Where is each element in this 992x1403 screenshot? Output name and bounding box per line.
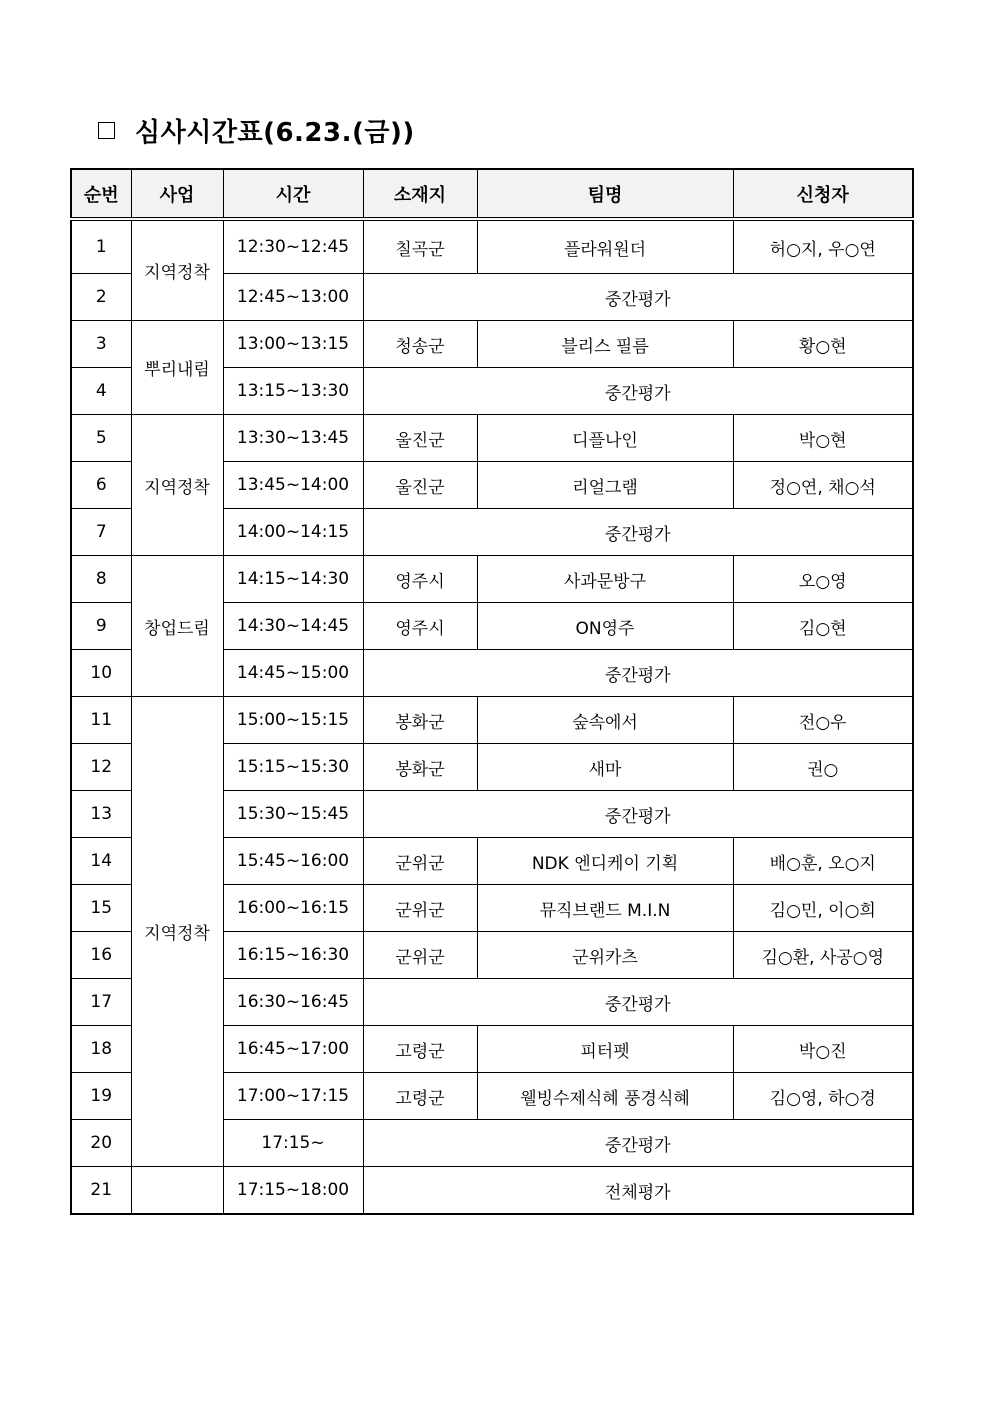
row-no: 11 bbox=[71, 697, 131, 744]
program-cell: 지역정착 bbox=[131, 697, 223, 1167]
location-cell: 봉화군 bbox=[363, 744, 477, 791]
row-no: 16 bbox=[71, 932, 131, 979]
applicant-cell: 전○우 bbox=[733, 697, 913, 744]
location-cell: 군위군 bbox=[363, 885, 477, 932]
time-cell: 15:45~16:00 bbox=[223, 838, 363, 885]
team-cell: 블리스 필름 bbox=[477, 321, 733, 368]
location-cell: 봉화군 bbox=[363, 697, 477, 744]
time-cell: 17:00~17:15 bbox=[223, 1073, 363, 1120]
team-cell: 뮤직브랜드 M.I.N bbox=[477, 885, 733, 932]
time-cell: 14:00~14:15 bbox=[223, 509, 363, 556]
evaluation-cell: 중간평가 bbox=[363, 274, 913, 321]
location-cell: 군위군 bbox=[363, 838, 477, 885]
time-cell: 14:45~15:00 bbox=[223, 650, 363, 697]
applicant-cell: 김○영, 하○경 bbox=[733, 1073, 913, 1120]
table-row bbox=[71, 1167, 913, 1215]
evaluation-cell: 전체평가 bbox=[363, 1167, 913, 1215]
header-time: 시간 bbox=[223, 169, 363, 219]
location-cell: 영주시 bbox=[363, 603, 477, 650]
time-cell: 15:00~15:15 bbox=[223, 697, 363, 744]
team-cell: 사과문방구 bbox=[477, 556, 733, 603]
program-cell bbox=[131, 1167, 223, 1215]
row-no: 5 bbox=[71, 415, 131, 462]
table-row bbox=[71, 321, 913, 368]
applicant-cell: 배○훈, 오○지 bbox=[733, 838, 913, 885]
schedule-table bbox=[70, 168, 914, 1215]
location-cell: 청송군 bbox=[363, 321, 477, 368]
team-cell: 피터펫 bbox=[477, 1026, 733, 1073]
row-no: 14 bbox=[71, 838, 131, 885]
checkbox-square-icon bbox=[98, 122, 115, 139]
team-cell: 새마 bbox=[477, 744, 733, 791]
time-cell: 13:30~13:45 bbox=[223, 415, 363, 462]
row-no: 15 bbox=[71, 885, 131, 932]
row-no: 19 bbox=[71, 1073, 131, 1120]
evaluation-cell: 중간평가 bbox=[363, 979, 913, 1026]
team-cell: ON영주 bbox=[477, 603, 733, 650]
program-cell: 지역정착 bbox=[131, 219, 223, 321]
row-no: 7 bbox=[71, 509, 131, 556]
time-cell: 13:15~13:30 bbox=[223, 368, 363, 415]
time-cell: 15:15~15:30 bbox=[223, 744, 363, 791]
row-no: 6 bbox=[71, 462, 131, 509]
time-cell: 12:30~12:45 bbox=[223, 219, 363, 274]
evaluation-cell: 중간평가 bbox=[363, 791, 913, 838]
row-no: 17 bbox=[71, 979, 131, 1026]
program-cell: 지역정착 bbox=[131, 415, 223, 556]
location-cell: 영주시 bbox=[363, 556, 477, 603]
applicant-cell: 정○연, 채○석 bbox=[733, 462, 913, 509]
row-no: 12 bbox=[71, 744, 131, 791]
time-cell: 15:30~15:45 bbox=[223, 791, 363, 838]
applicant-cell: 권○ bbox=[733, 744, 913, 791]
table-row bbox=[71, 697, 913, 744]
table-row bbox=[71, 415, 913, 462]
location-cell: 칠곡군 bbox=[363, 219, 477, 274]
applicant-cell: 박○현 bbox=[733, 415, 913, 462]
location-cell: 군위군 bbox=[363, 932, 477, 979]
team-cell: 리얼그램 bbox=[477, 462, 733, 509]
row-no: 8 bbox=[71, 556, 131, 603]
team-cell: 숲속에서 bbox=[477, 697, 733, 744]
team-cell: 군위카츠 bbox=[477, 932, 733, 979]
row-no: 3 bbox=[71, 321, 131, 368]
applicant-cell: 김○민, 이○희 bbox=[733, 885, 913, 932]
time-cell: 16:30~16:45 bbox=[223, 979, 363, 1026]
time-cell: 16:00~16:15 bbox=[223, 885, 363, 932]
applicant-cell: 김○현 bbox=[733, 603, 913, 650]
time-cell: 13:00~13:15 bbox=[223, 321, 363, 368]
header-program: 사업 bbox=[131, 169, 223, 219]
row-no: 4 bbox=[71, 368, 131, 415]
page-title bbox=[98, 112, 415, 149]
time-cell: 13:45~14:00 bbox=[223, 462, 363, 509]
team-cell: 플라워원더 bbox=[477, 219, 733, 274]
location-cell: 고령군 bbox=[363, 1073, 477, 1120]
header-team: 팀명 bbox=[477, 169, 733, 219]
table-row bbox=[71, 219, 913, 274]
row-no: 13 bbox=[71, 791, 131, 838]
row-no: 21 bbox=[71, 1167, 131, 1215]
row-no: 2 bbox=[71, 274, 131, 321]
program-cell: 뿌리내림 bbox=[131, 321, 223, 415]
page-title-text: 심사시간표(6.23.(금)) bbox=[135, 118, 415, 148]
time-cell: 14:30~14:45 bbox=[223, 603, 363, 650]
team-cell: NDK 엔디케이 기획 bbox=[477, 838, 733, 885]
time-cell: 16:45~17:00 bbox=[223, 1026, 363, 1073]
header-location: 소재지 bbox=[363, 169, 477, 219]
team-cell: 웰빙수제식혜 풍경식혜 bbox=[477, 1073, 733, 1120]
row-no: 1 bbox=[71, 219, 131, 274]
header-no: 순번 bbox=[71, 169, 131, 219]
time-cell: 16:15~16:30 bbox=[223, 932, 363, 979]
location-cell: 울진군 bbox=[363, 415, 477, 462]
time-cell: 17:15~ bbox=[223, 1120, 363, 1167]
row-no: 18 bbox=[71, 1026, 131, 1073]
time-cell: 12:45~13:00 bbox=[223, 274, 363, 321]
evaluation-cell: 중간평가 bbox=[363, 650, 913, 697]
header-applicant: 신청자 bbox=[733, 169, 913, 219]
location-cell: 고령군 bbox=[363, 1026, 477, 1073]
applicant-cell: 오○영 bbox=[733, 556, 913, 603]
team-cell: 디플나인 bbox=[477, 415, 733, 462]
program-cell: 창업드림 bbox=[131, 556, 223, 697]
evaluation-cell: 중간평가 bbox=[363, 368, 913, 415]
table-row bbox=[71, 556, 913, 603]
evaluation-cell: 중간평가 bbox=[363, 509, 913, 556]
time-cell: 17:15~18:00 bbox=[223, 1167, 363, 1215]
row-no: 20 bbox=[71, 1120, 131, 1167]
evaluation-cell: 중간평가 bbox=[363, 1120, 913, 1167]
applicant-cell: 황○현 bbox=[733, 321, 913, 368]
row-no: 9 bbox=[71, 603, 131, 650]
header-row bbox=[71, 169, 913, 219]
location-cell: 울진군 bbox=[363, 462, 477, 509]
time-cell: 14:15~14:30 bbox=[223, 556, 363, 603]
row-no: 10 bbox=[71, 650, 131, 697]
applicant-cell: 허○지, 우○연 bbox=[733, 219, 913, 274]
applicant-cell: 김○환, 사공○영 bbox=[733, 932, 913, 979]
applicant-cell: 박○진 bbox=[733, 1026, 913, 1073]
